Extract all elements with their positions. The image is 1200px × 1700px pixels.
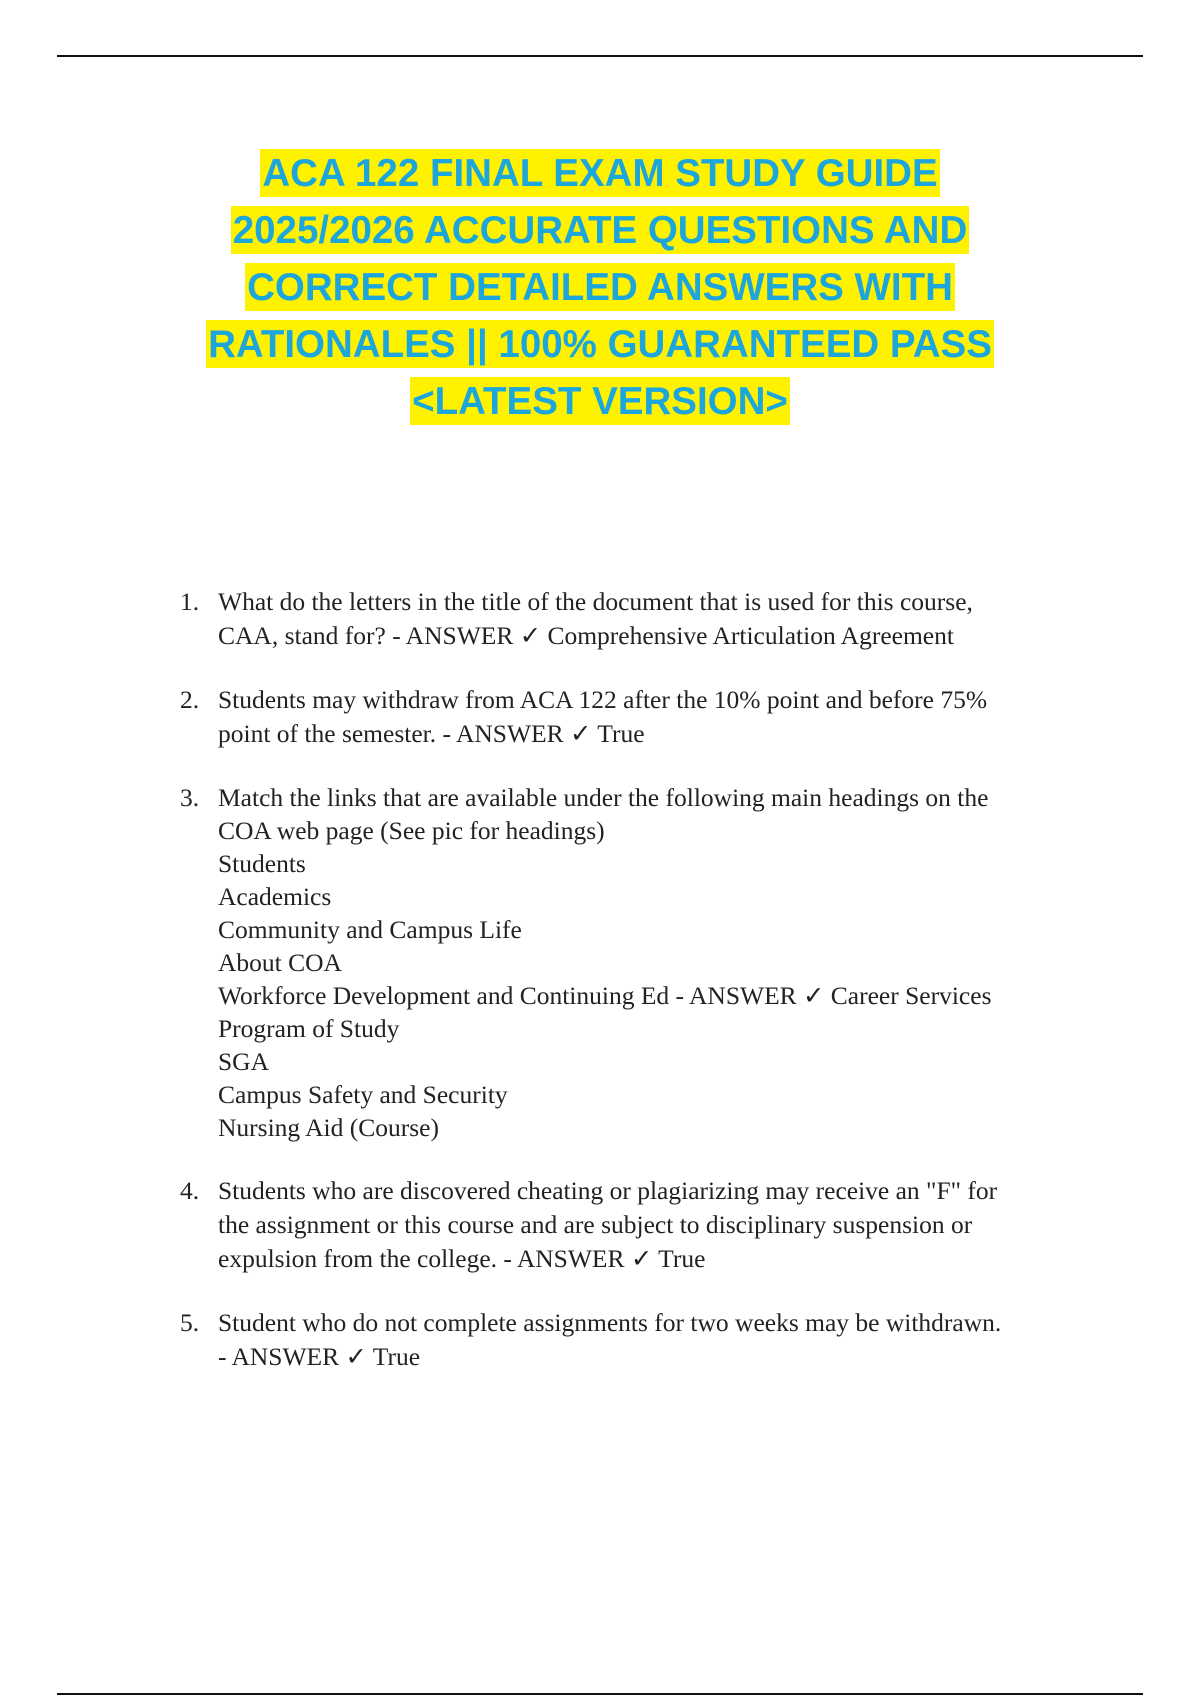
question-item <box>172 781 1092 1144</box>
question-text-line: Campus Safety and Security <box>218 1080 508 1109</box>
bottom-rule <box>57 1693 1143 1695</box>
title-line: RATIONALES || 100% GUARANTEED PASS <box>60 316 1140 373</box>
question-item <box>172 1306 1092 1374</box>
question-text-line: What do the letters in the title of the document that is used for this course, <box>218 587 973 616</box>
question-item <box>172 683 1092 751</box>
question-item <box>172 1174 1092 1276</box>
question-text-line: Students <box>218 849 306 878</box>
question-text-line: the assignment or this course and are subject to disciplinary suspension or <box>218 1210 973 1239</box>
question-text-line: Program of Study <box>218 1014 400 1043</box>
question-text-line: Match the links that are available under the following main headings on the <box>218 783 989 812</box>
question-text-line: Community and Campus Life <box>218 915 522 944</box>
question-item <box>172 585 1092 653</box>
question-text-line: Nursing Aid (Course) <box>218 1113 439 1142</box>
question-text-line: CAA, stand for? - ANSWER ✓ Comprehensive Articulation Agreement <box>218 621 954 650</box>
question-text-line: Academics <box>218 882 332 911</box>
question-text-line: COA web page (See pic for headings) <box>218 816 605 845</box>
question-text-line: Students may withdraw from ACA 122 after the 10% point and before 75% <box>218 685 988 714</box>
question-text-line: Students who are discovered cheating or plagiarizing may receive an "F" for <box>218 1176 998 1205</box>
question-number: 2. <box>180 685 200 714</box>
document-title <box>60 145 1140 430</box>
question-text-line: Student who do not complete assignments for two weeks may be withdrawn. <box>218 1308 1002 1337</box>
question-text-line: point of the semester. - ANSWER ✓ True <box>218 719 645 748</box>
title-line: ACA 122 FINAL EXAM STUDY GUIDE <box>60 145 1140 202</box>
question-number: 1. <box>180 587 200 616</box>
question-text-line: expulsion from the college. - ANSWER ✓ True <box>218 1244 706 1273</box>
top-rule <box>57 55 1143 57</box>
question-text-line: Workforce Development and Continuing Ed - ANSWER ✓ Career Services <box>218 981 992 1010</box>
question-text-line: SGA <box>218 1047 270 1076</box>
question-text-line: - ANSWER ✓ True <box>218 1342 421 1371</box>
question-number: 3. <box>180 783 200 812</box>
title-line: <LATEST VERSION> <box>60 373 1140 430</box>
title-line: 2025/2026 ACCURATE QUESTIONS AND <box>60 202 1140 259</box>
question-number: 4. <box>180 1176 200 1205</box>
question-list <box>172 585 1092 1374</box>
question-text-line: About COA <box>218 948 342 977</box>
title-line: CORRECT DETAILED ANSWERS WITH <box>60 259 1140 316</box>
question-number: 5. <box>180 1308 200 1337</box>
